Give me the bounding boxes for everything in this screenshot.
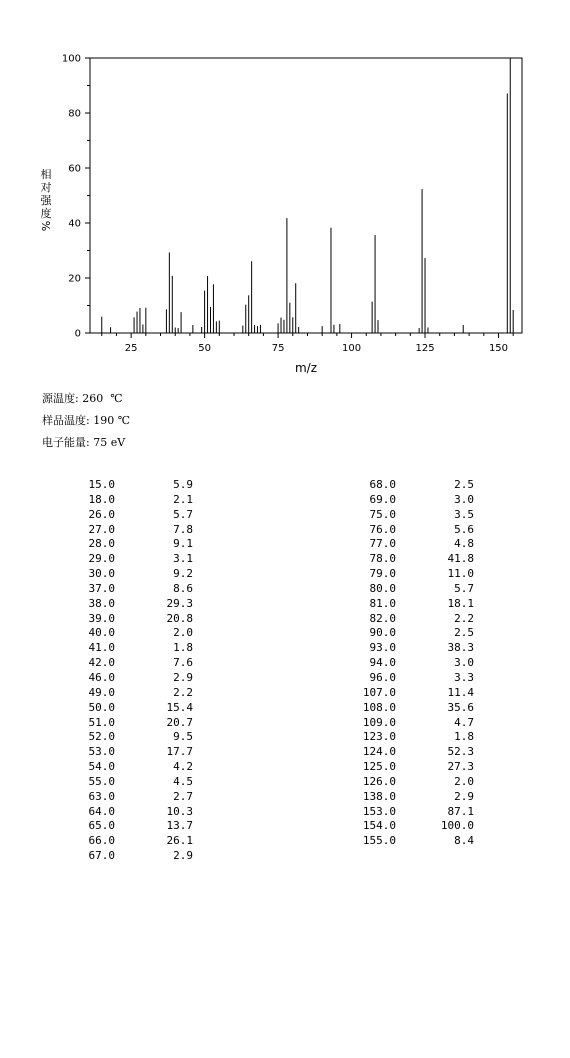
intensity-value: 17.7 <box>166 745 193 759</box>
x-tick-label: 150 <box>488 343 509 354</box>
mz-value: 76.0 <box>369 522 396 536</box>
mz-value: 68.0 <box>369 478 396 491</box>
mz-value: 39.0 <box>88 611 115 625</box>
intensity-value: 5.7 <box>454 581 474 595</box>
mz-value: 123.0 <box>362 730 396 744</box>
table-row <box>140 716 193 731</box>
mz-value: 52.0 <box>88 730 115 744</box>
intensity-value: 2.9 <box>454 789 474 803</box>
table-row <box>420 656 474 671</box>
mz-value: 82.0 <box>369 611 396 625</box>
source-temperature <box>42 390 123 406</box>
intensity-value: 15.4 <box>166 700 193 714</box>
mz-value: 66.0 <box>88 834 115 848</box>
table-row <box>60 760 115 775</box>
intensity-value: 20.7 <box>166 715 193 729</box>
mz-value: 69.0 <box>369 492 396 506</box>
table-row <box>140 775 193 790</box>
table-row <box>340 760 396 775</box>
table-row <box>60 626 115 641</box>
mz-value: 26.0 <box>88 507 115 521</box>
peak-table-left-intensity <box>140 478 193 864</box>
intensity-value: 1.8 <box>454 730 474 744</box>
table-row <box>420 701 474 716</box>
table-row <box>140 597 193 612</box>
table-row <box>340 730 396 745</box>
mz-value: 154.0 <box>362 819 396 833</box>
mz-value: 126.0 <box>362 774 396 788</box>
table-row <box>340 805 396 820</box>
mz-value: 153.0 <box>362 804 396 818</box>
intensity-value: 9.2 <box>173 567 193 581</box>
mz-value: 49.0 <box>88 685 115 699</box>
table-row <box>340 656 396 671</box>
table-row <box>340 745 396 760</box>
y-tick-label: 20 <box>68 273 81 285</box>
table-row <box>340 478 396 493</box>
table-row <box>340 537 396 552</box>
mz-value: 94.0 <box>369 656 396 670</box>
table-row <box>420 567 474 582</box>
table-row <box>140 478 193 493</box>
intensity-value: 4.8 <box>454 537 474 551</box>
table-row <box>140 745 193 760</box>
mz-value: 37.0 <box>88 581 115 595</box>
y-axis-label <box>39 167 53 231</box>
table-row <box>420 582 474 597</box>
mz-value: 30.0 <box>88 567 115 581</box>
intensity-value: 1.8 <box>173 641 193 655</box>
y-axis-label-char: 对 <box>40 181 52 194</box>
table-row <box>420 523 474 538</box>
y-tick-label: 0 <box>74 328 81 340</box>
condition-unit: ℃ <box>110 392 123 405</box>
table-row <box>60 523 115 538</box>
table-row <box>420 775 474 790</box>
table-row <box>420 641 474 656</box>
table-row <box>60 671 115 686</box>
intensity-value: 3.1 <box>173 552 193 566</box>
x-tick-label: 100 <box>342 343 362 354</box>
intensity-value: 3.3 <box>454 670 474 684</box>
table-row <box>340 523 396 538</box>
table-row <box>420 730 474 745</box>
table-row <box>420 612 474 627</box>
mz-value: 54.0 <box>88 760 115 774</box>
x-axis-label: m/z <box>294 361 318 375</box>
intensity-value: 27.3 <box>447 760 474 774</box>
x-tick-label: 75 <box>271 343 285 354</box>
mz-value: 125.0 <box>362 760 396 774</box>
intensity-value: 41.8 <box>447 552 474 566</box>
table-row <box>140 582 193 597</box>
table-row <box>340 686 396 701</box>
table-row <box>420 805 474 820</box>
mz-value: 96.0 <box>369 670 396 684</box>
table-row <box>340 508 396 523</box>
intensity-value: 10.3 <box>166 804 193 818</box>
condition-unit: ℃ <box>117 414 131 427</box>
table-row <box>340 597 396 612</box>
mz-value: 42.0 <box>88 656 115 670</box>
condition-value: 260 <box>82 392 104 405</box>
intensity-value: 2.2 <box>173 685 193 699</box>
table-row <box>140 671 193 686</box>
table-row <box>340 493 396 508</box>
intensity-value: 2.9 <box>173 670 193 684</box>
intensity-value: 3.0 <box>454 656 474 670</box>
mz-value: 40.0 <box>88 626 115 640</box>
intensity-value: 2.0 <box>173 626 193 640</box>
table-row <box>420 597 474 612</box>
table-row <box>420 819 474 834</box>
mz-value: 80.0 <box>369 581 396 595</box>
intensity-value: 2.7 <box>173 789 193 803</box>
table-row <box>420 626 474 641</box>
table-row <box>420 508 474 523</box>
intensity-value: 4.5 <box>173 774 193 788</box>
intensity-value: 38.3 <box>447 641 474 655</box>
sample-temperature <box>42 412 130 428</box>
table-row <box>60 716 115 731</box>
table-row <box>420 716 474 731</box>
table-row <box>420 745 474 760</box>
table-row <box>60 552 115 567</box>
condition-label: 源温度: <box>42 392 79 405</box>
mz-value: 27.0 <box>88 522 115 536</box>
mz-value: 108.0 <box>362 700 396 714</box>
x-tick-label: 50 <box>198 343 211 354</box>
mz-value: 18.0 <box>88 492 115 506</box>
intensity-value: 3.5 <box>454 507 474 521</box>
mz-value: 155.0 <box>362 834 396 848</box>
table-row <box>420 790 474 805</box>
table-row <box>420 537 474 552</box>
table-row <box>420 760 474 775</box>
table-row <box>140 641 193 656</box>
intensity-value: 2.5 <box>454 626 474 640</box>
mz-value: 124.0 <box>362 745 396 759</box>
table-row <box>140 508 193 523</box>
table-row <box>140 686 193 701</box>
mz-value: 138.0 <box>362 789 396 803</box>
mz-value: 51.0 <box>88 715 115 729</box>
intensity-value: 2.2 <box>454 611 474 625</box>
table-row <box>340 582 396 597</box>
mz-value: 107.0 <box>362 685 396 699</box>
electron-energy <box>42 434 125 450</box>
plot-frame <box>90 58 522 333</box>
intensity-value: 2.1 <box>173 492 193 506</box>
condition-label: 样品温度: <box>42 414 90 427</box>
table-row <box>420 493 474 508</box>
mz-value: 15.0 <box>88 478 115 491</box>
mz-value: 90.0 <box>369 626 396 640</box>
table-row <box>340 671 396 686</box>
mz-value: 63.0 <box>88 789 115 803</box>
spectrum-bars <box>102 58 513 333</box>
table-row <box>60 686 115 701</box>
intensity-value: 11.4 <box>447 685 474 699</box>
table-row <box>60 493 115 508</box>
table-row <box>140 790 193 805</box>
intensity-value: 29.3 <box>166 596 193 610</box>
table-row <box>60 775 115 790</box>
mz-value: 50.0 <box>88 700 115 714</box>
table-row <box>340 552 396 567</box>
table-row <box>60 790 115 805</box>
intensity-value: 26.1 <box>166 834 193 848</box>
table-row <box>60 701 115 716</box>
intensity-value: 4.2 <box>173 760 193 774</box>
y-axis-ticks <box>62 54 90 340</box>
peak-table-left-mz <box>60 478 115 864</box>
table-row <box>60 819 115 834</box>
table-row <box>140 701 193 716</box>
mz-value: 41.0 <box>88 641 115 655</box>
table-row <box>340 775 396 790</box>
intensity-value: 9.5 <box>173 730 193 744</box>
table-row <box>340 819 396 834</box>
table-row <box>60 567 115 582</box>
y-tick-label: 80 <box>68 108 81 120</box>
mz-value: 53.0 <box>88 745 115 759</box>
mz-value: 109.0 <box>362 715 396 729</box>
table-row <box>140 493 193 508</box>
table-row <box>140 656 193 671</box>
mz-value: 64.0 <box>88 804 115 818</box>
peak-table-right-intensity <box>420 478 474 849</box>
table-row <box>140 849 193 864</box>
table-row <box>140 567 193 582</box>
mz-value: 81.0 <box>369 596 396 610</box>
table-row <box>420 686 474 701</box>
table-row <box>340 701 396 716</box>
table-row <box>60 805 115 820</box>
y-tick-label: 100 <box>61 53 81 65</box>
y-axis-label-char: 度 <box>40 207 52 220</box>
mz-value: 93.0 <box>369 641 396 655</box>
table-row <box>60 641 115 656</box>
mz-value: 38.0 <box>88 596 115 610</box>
table-row <box>60 582 115 597</box>
intensity-value: 5.6 <box>454 522 474 536</box>
intensity-value: 52.3 <box>447 745 474 759</box>
mz-value: 77.0 <box>369 537 396 551</box>
intensity-value: 8.6 <box>173 581 193 595</box>
table-row <box>60 834 115 849</box>
table-row <box>340 641 396 656</box>
mz-value: 67.0 <box>88 849 115 863</box>
intensity-value: 2.9 <box>173 849 193 863</box>
intensity-value: 20.8 <box>166 611 193 625</box>
table-row <box>140 523 193 538</box>
mz-value: 55.0 <box>88 774 115 788</box>
table-row <box>140 834 193 849</box>
condition-unit: eV <box>110 436 126 449</box>
table-row <box>140 760 193 775</box>
y-tick-label: 60 <box>68 163 81 175</box>
intensity-value: 11.0 <box>447 567 474 581</box>
plot-border <box>90 58 522 333</box>
y-axis-label-char: % <box>39 220 52 232</box>
intensity-value: 7.6 <box>173 656 193 670</box>
table-row <box>140 612 193 627</box>
intensity-value: 5.7 <box>173 507 193 521</box>
mz-value: 78.0 <box>369 552 396 566</box>
table-row <box>60 478 115 493</box>
intensity-value: 3.0 <box>454 492 474 506</box>
intensity-value: 7.8 <box>173 522 193 536</box>
table-row <box>340 612 396 627</box>
table-row <box>60 730 115 745</box>
table-row <box>140 730 193 745</box>
table-row <box>420 552 474 567</box>
mz-value: 75.0 <box>369 507 396 521</box>
table-row <box>420 834 474 849</box>
table-row <box>140 537 193 552</box>
intensity-value: 2.5 <box>454 478 474 491</box>
table-row <box>140 805 193 820</box>
table-row <box>60 849 115 864</box>
table-row <box>340 716 396 731</box>
intensity-value: 87.1 <box>447 804 474 818</box>
table-row <box>60 656 115 671</box>
condition-value: 75 <box>93 436 108 449</box>
table-row <box>340 790 396 805</box>
table-row <box>60 745 115 760</box>
mz-value: 79.0 <box>369 567 396 581</box>
table-row <box>340 626 396 641</box>
table-row <box>420 478 474 493</box>
intensity-value: 100.0 <box>440 819 474 833</box>
x-tick-label: 125 <box>415 343 435 354</box>
mass-spectrum-chart <box>0 0 570 380</box>
intensity-value: 8.4 <box>454 834 474 848</box>
table-row <box>140 626 193 641</box>
intensity-value: 13.7 <box>166 819 193 833</box>
table-row <box>340 567 396 582</box>
mz-value: 46.0 <box>88 670 115 684</box>
table-row <box>140 552 193 567</box>
intensity-value: 35.6 <box>447 700 474 714</box>
mz-value: 29.0 <box>88 552 115 566</box>
intensity-value: 2.0 <box>454 774 474 788</box>
mz-value: 65.0 <box>88 819 115 833</box>
table-row <box>340 834 396 849</box>
condition-label: 电子能量: <box>42 436 90 449</box>
intensity-value: 18.1 <box>447 596 474 610</box>
table-row <box>60 612 115 627</box>
mz-value: 28.0 <box>88 537 115 551</box>
table-row <box>60 537 115 552</box>
table-row <box>60 508 115 523</box>
condition-value: 190 <box>93 414 115 427</box>
intensity-value: 4.7 <box>454 715 474 729</box>
peak-table-right-mz <box>340 478 396 849</box>
table-row <box>60 597 115 612</box>
table-row <box>140 819 193 834</box>
y-axis-label-char: 相 <box>40 168 52 181</box>
x-tick-label: 25 <box>124 343 138 354</box>
y-tick-label: 40 <box>68 218 81 230</box>
y-axis-label-char: 强 <box>40 194 52 207</box>
x-axis-ticks <box>102 333 513 354</box>
intensity-value: 5.9 <box>173 478 193 491</box>
intensity-value: 9.1 <box>173 537 193 551</box>
table-row <box>420 671 474 686</box>
